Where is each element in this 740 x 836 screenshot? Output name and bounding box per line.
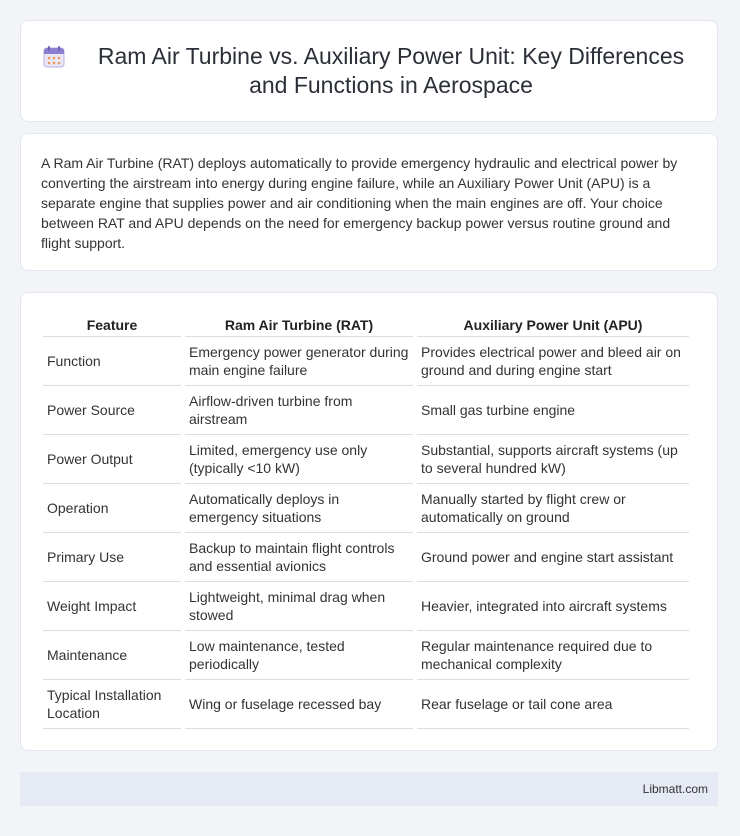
table-header-row (43, 311, 689, 337)
apu-cell: Heavier, integrated into aircraft systems (417, 582, 689, 631)
apu-cell: Substantial, supports aircraft systems (up to several hundred kW) (417, 435, 689, 484)
table-row (43, 337, 689, 386)
page-title: Ram Air Turbine vs. Auxiliary Power Unit: Key Differences and Functions in Aerospace (97, 43, 685, 98)
title-card (20, 20, 718, 122)
table-row (43, 533, 689, 582)
apu-cell: Small gas turbine engine (417, 386, 689, 435)
comparison-table-card (20, 292, 718, 751)
table-row (43, 484, 689, 533)
column-header-feature: Feature (43, 311, 181, 337)
feature-cell: Power Source (43, 386, 181, 435)
apu-cell: Provides electrical power and bleed air on ground and during engine start (417, 337, 689, 386)
feature-cell: Typical Installation Location (43, 680, 181, 729)
apu-cell: Regular maintenance required due to mechanical complexity (417, 631, 689, 680)
feature-cell: Weight Impact (43, 582, 181, 631)
feature-cell: Function (43, 337, 181, 386)
rat-cell: Emergency power generator during main engine failure (185, 337, 413, 386)
column-header-rat: Ram Air Turbine (RAT) (185, 311, 413, 337)
rat-cell: Backup to maintain flight controls and essential avionics (185, 533, 413, 582)
feature-cell: Primary Use (43, 533, 181, 582)
feature-cell: Operation (43, 484, 181, 533)
table-row (43, 435, 689, 484)
apu-cell: Ground power and engine start assistant (417, 533, 689, 582)
table-row (43, 631, 689, 680)
feature-cell: Maintenance (43, 631, 181, 680)
rat-cell: Lightweight, minimal drag when stowed (185, 582, 413, 631)
table-row (43, 386, 689, 435)
comparison-table (39, 311, 693, 729)
rat-cell: Wing or fuselage recessed bay (185, 680, 413, 729)
calendar-icon (41, 44, 67, 70)
title-wrap (41, 42, 697, 100)
table-row (43, 582, 689, 631)
rat-cell: Airflow-driven turbine from airstream (185, 386, 413, 435)
footer-bar (20, 772, 718, 806)
rat-cell: Automatically deploys in emergency situations (185, 484, 413, 533)
rat-cell: Low maintenance, tested periodically (185, 631, 413, 680)
rat-cell: Limited, emergency use only (typically <10 kW) (185, 435, 413, 484)
table-row (43, 680, 689, 729)
intro-paragraph: A Ram Air Turbine (RAT) deploys automatically to provide emergency hydraulic and electrical power by converting the airstream into energy during engine failure, while an Auxiliary Power Unit (APU) is a separate engine that supplies power and air conditioning when the main engines are off. Your choice between RAT and APU depends on the need for emergency backup power versus routine ground and flight support. (41, 155, 678, 251)
intro-card (20, 133, 718, 271)
column-header-apu: Auxiliary Power Unit (APU) (417, 311, 689, 337)
footer-site-link[interactable]: Libmatt.com (642, 782, 708, 796)
apu-cell: Rear fuselage or tail cone area (417, 680, 689, 729)
feature-cell: Power Output (43, 435, 181, 484)
apu-cell: Manually started by flight crew or automatically on ground (417, 484, 689, 533)
